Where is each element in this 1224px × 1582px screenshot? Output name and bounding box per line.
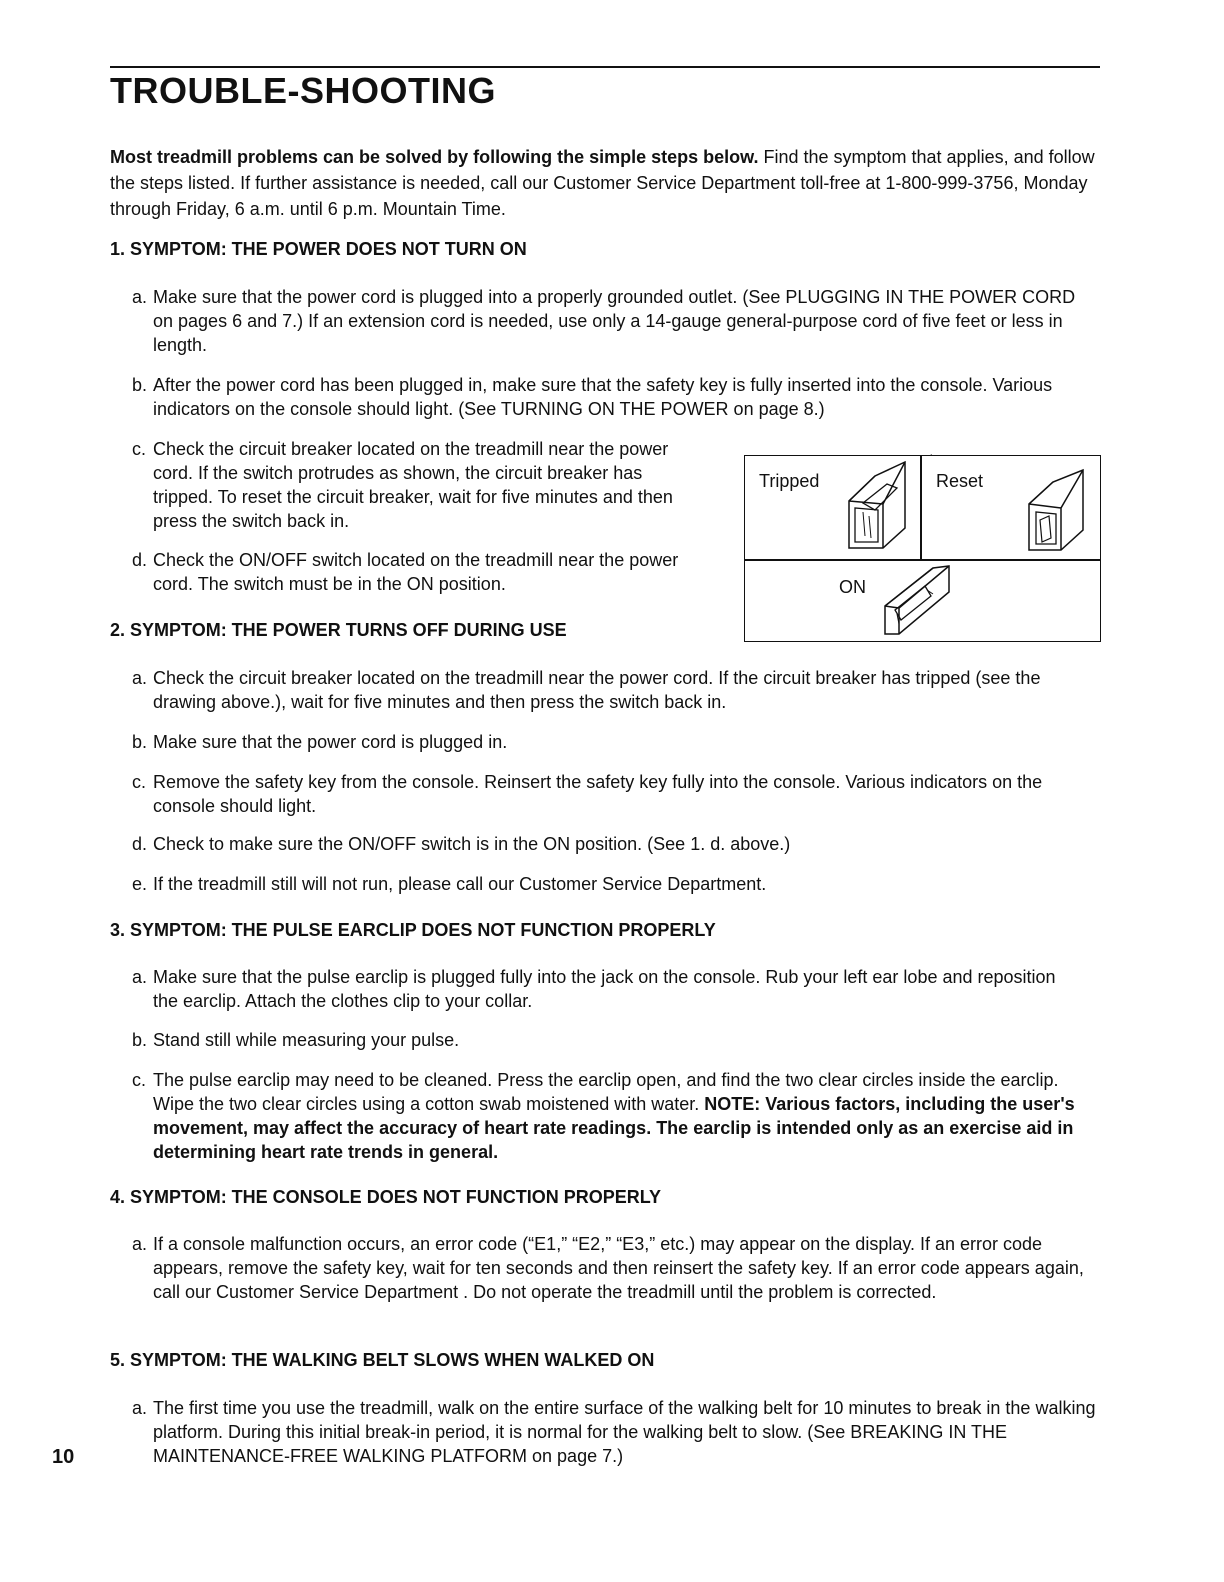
step-text: Make sure that the pulse earclip is plugged fully into the jack on the console. Rub your left ear lobe and reposition the earclip. Attach the clothes clip to your collar.	[153, 967, 1056, 1011]
page-number: 10	[52, 1446, 75, 1468]
symptom-1-step-a	[132, 285, 1082, 357]
step-text: The first time you use the treadmill, walk on the entire surface of the walking belt for 10 minutes to break in the walking platform. During this initial break-in period, it is normal for the walking belt to slow. (See BREAKING IN THE MAINTENANCE-FREE WALKING PLATFORM on page 7.)	[153, 1398, 1096, 1466]
step-label: d.	[132, 550, 148, 570]
symptom-3-step-b	[132, 1028, 1082, 1052]
symptom-4-step-a	[132, 1232, 1092, 1304]
symptom-1-heading: 1. SYMPTOM: THE POWER DOES NOT TURN ON	[110, 239, 527, 259]
symptom-2-heading: 2. SYMPTOM: THE POWER TURNS OFF DURING USE	[110, 620, 567, 640]
reset-switch-icon	[1025, 464, 1091, 554]
step-label: e.	[132, 874, 148, 894]
step-text: If the treadmill still will not run, please call our Customer Service Department.	[153, 874, 767, 894]
tripped-label: Tripped	[759, 471, 820, 491]
step-text	[153, 1068, 1087, 1164]
step-label: c.	[132, 1070, 147, 1090]
symptom-1-step-b	[132, 373, 1087, 421]
step-label: a.	[132, 967, 148, 987]
step-text: If a console malfunction occurs, an error code (“E1,” “E2,” “E3,” etc.) may appear on the display. If an error code appears, remove the safety key, wait for ten seconds and then reinsert the safety key. If an error code appears again, call our Customer Service Department . Do not operate the treadmill until the problem is corrected.	[153, 1234, 1084, 1302]
symptom-5-step-a	[132, 1396, 1097, 1468]
step-text: Check the ON/OFF switch located on the treadmill near the power cord. The switch must be in the ON position.	[153, 550, 679, 594]
step-label: a.	[132, 1234, 148, 1254]
step-label: b.	[132, 732, 148, 752]
symptom-2-step-d	[132, 832, 1097, 856]
intro-bold-text: Most treadmill problems can be solved by following the simple steps below.	[110, 147, 759, 167]
symptom-4-heading: 4. SYMPTOM: THE CONSOLE DOES NOT FUNCTION PROPERLY	[110, 1187, 662, 1207]
step-label: d.	[132, 834, 148, 854]
step-text: Make sure that the power cord is plugged in.	[153, 732, 508, 752]
reset-label: Reset	[936, 471, 984, 491]
symptom-2-step-b	[132, 730, 1097, 754]
intro-paragraph	[110, 144, 1105, 222]
step-text: Check the circuit breaker located on the treadmill near the power cord. If the circuit breaker has tripped (see the drawing above.), wait for five minutes and then press the switch back in.	[153, 668, 1041, 712]
page-title: TROUBLE-SHOOTING	[110, 70, 496, 111]
symptom-1-step-d	[132, 548, 707, 596]
earclip-note: NOTE: Various factors, including the user's movement, may affect the accuracy of heart rate readings. The earclip is intended only as an exercise aid in determining heart rate trends in general.	[153, 1094, 1075, 1162]
tripped-switch-icon	[845, 456, 911, 552]
diagram-divider	[920, 456, 922, 559]
step-text: Check the circuit breaker located on the treadmill near the power cord. If the switch protrudes as shown, the circuit breaker has tripped. To reset the circuit breaker, wait for five minutes and then press the switch back in.	[153, 439, 673, 531]
step-label: a.	[132, 1398, 148, 1418]
step-label: b.	[132, 375, 148, 395]
step-text: Stand still while measuring your pulse.	[153, 1030, 460, 1050]
symptom-5-heading: 5. SYMPTOM: THE WALKING BELT SLOWS WHEN WALKED ON	[110, 1350, 655, 1370]
step-text: Remove the safety key from the console. Reinsert the safety key fully into the console. Various indicators on the console should light.	[153, 772, 1043, 816]
step-text-plain: The pulse earclip may need to be cleaned. Press the earclip open, and find the two clear circles inside the earclip. Wipe the two clear circles using a cotton swab moistened with water.	[153, 1070, 1059, 1114]
symptom-2-step-a	[132, 666, 1097, 714]
diagram-divider	[745, 559, 1100, 561]
on-label: ON	[839, 577, 866, 597]
symptom-3-step-c	[132, 1068, 1087, 1164]
step-label: a.	[132, 668, 148, 688]
symptom-2-step-e	[132, 872, 1097, 896]
symptom-3-heading: 3. SYMPTOM: THE PULSE EARCLIP DOES NOT FUNCTION PROPERLY	[110, 920, 716, 940]
circuit-breaker-diagram	[744, 446, 1101, 642]
step-text: Check to make sure the ON/OFF switch is in the ON position. (See 1. d. above.)	[153, 834, 791, 854]
intro-text: Find the symptom that applies, and follow the steps listed. If further assistance is needed, call our Customer Service Department toll-free at 1-800-999-3756, Monday through Friday, 6 a.m. until 6 p.m. Mountain Time.	[110, 147, 1095, 219]
step-label: c.	[132, 439, 147, 459]
step-text: After the power cord has been plugged in, make sure that the safety key is fully inserted into the console. Various indicators on the console should light. (See TURNING ON THE POWER on page 8.)	[153, 375, 1053, 419]
diagram-dot: ·	[929, 446, 934, 462]
symptom-2-step-c	[132, 770, 1097, 818]
symptom-1-step-c	[132, 437, 707, 533]
title-rule	[110, 66, 1100, 68]
step-text: Make sure that the power cord is plugged into a properly grounded outlet. (See PLUGGING IN THE POWER CORD on pages 6 and 7.) If an extension cord is needed, use only a 14-gauge general-purpose cord of five feet or less in length.	[153, 287, 1076, 355]
on-switch-icon	[879, 562, 957, 638]
step-label: b.	[132, 1030, 148, 1050]
step-label: a.	[132, 287, 148, 307]
step-label: c.	[132, 772, 147, 792]
symptom-3-step-a	[132, 965, 1082, 1013]
